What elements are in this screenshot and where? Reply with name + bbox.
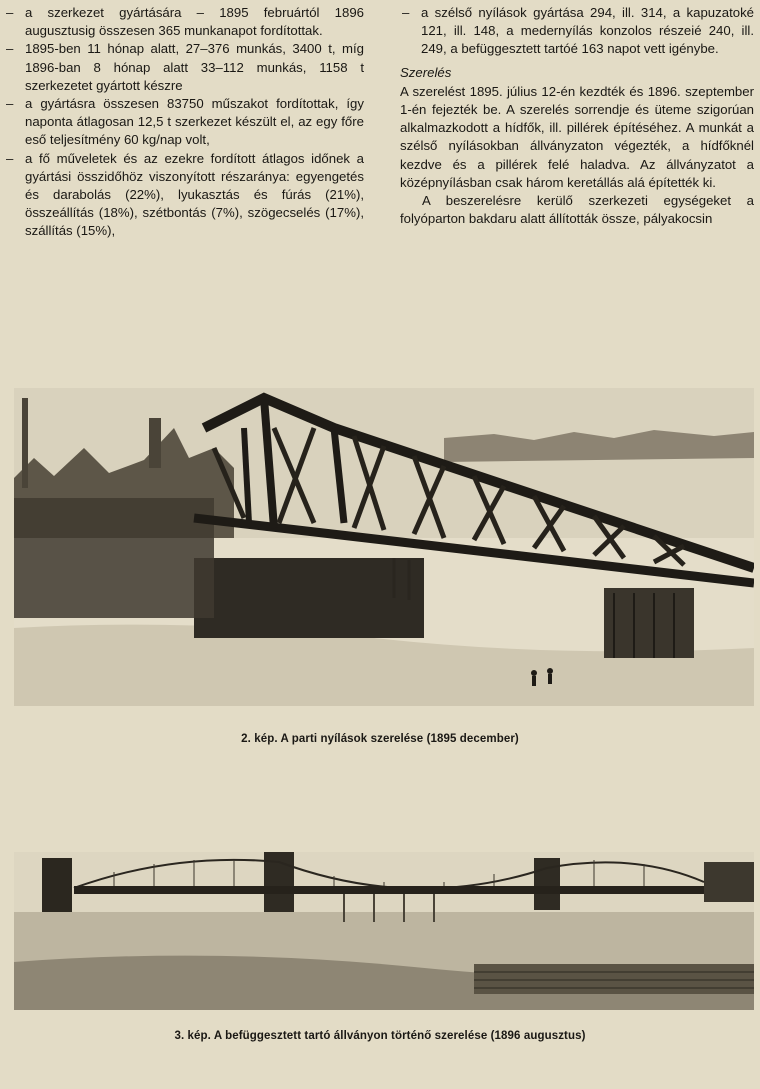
figure-2-photo (14, 388, 754, 706)
left-column (4, 4, 364, 241)
body-paragraph: A beszerelésre kerülő szerkezeti egységeket a folyóparton bakdaru alatt állították össze, pályakocsin (400, 193, 754, 227)
bridge-panorama-photo (14, 852, 754, 1010)
body-paragraph: A szerelést 1895. július 12-én kezdték és 1896. szeptember 1-én fejezték be. A szerelés sorrendje és üteme szigorúan alkalmazkodott a hídfők, ill. pillérek építéséhez. A munkát a szélső nyílásokban állványzaton végezték, a hídfőknél kezdve és a pillérek felé haladva. Az állványzatot a középnyílásban csak három keretállás alá építették ki. (400, 83, 754, 190)
figure-2-caption: 2. kép. A parti nyílások szerelése (1895 december) (241, 733, 519, 745)
figure-3-photo (14, 852, 754, 1010)
bullet-item: – a szerkezet gyártására – 1895 februártól 1896 augusztusig összesen 365 munkanapot fordítottak. (4, 4, 364, 40)
bullet-item: – a gyártásra összesen 83750 műszakot fordítottak, így naponta átlagosan 12,5 t szerkezet készült el, az egy főre eső teljesítmény 60 kg/nap volt, (4, 95, 364, 150)
bullet-item: – a szélső nyílások gyártása 294, ill. 314, a kapuzatoké 121, ill. 148, a medernyílás konzolos részeié 240, ill. 249, a befüggesztett tartóé 163 napot vett igénybe. (400, 4, 754, 59)
bridge-truss-photo (14, 388, 754, 706)
bullet-item: – 1895-ben 11 hónap alatt, 27–376 munkás, 3400 t, míg 1896-ban 8 hónap alatt 33–112 munkás, 1158 t szerkezetet gyártott készre (4, 40, 364, 95)
figure-3-caption: 3. kép. A befüggesztett tartó állványon történő szerelése (1896 augusztus) (174, 1030, 586, 1042)
right-column (400, 4, 754, 228)
left-bullet-list (4, 4, 364, 241)
section-heading: Szerelés (400, 64, 452, 80)
right-bullet-list (400, 4, 754, 59)
bullet-item: – a fő műveletek és az ezekre fordított átlagos időnek a gyártási összidőhöz viszonyított részaránya: egyengetés és darabolás (22%), lyukasztás és fúrás (21%), összeállítás (18%), szétbontás (7%), szögecselés (17%), szállítás (15%), (4, 150, 364, 241)
